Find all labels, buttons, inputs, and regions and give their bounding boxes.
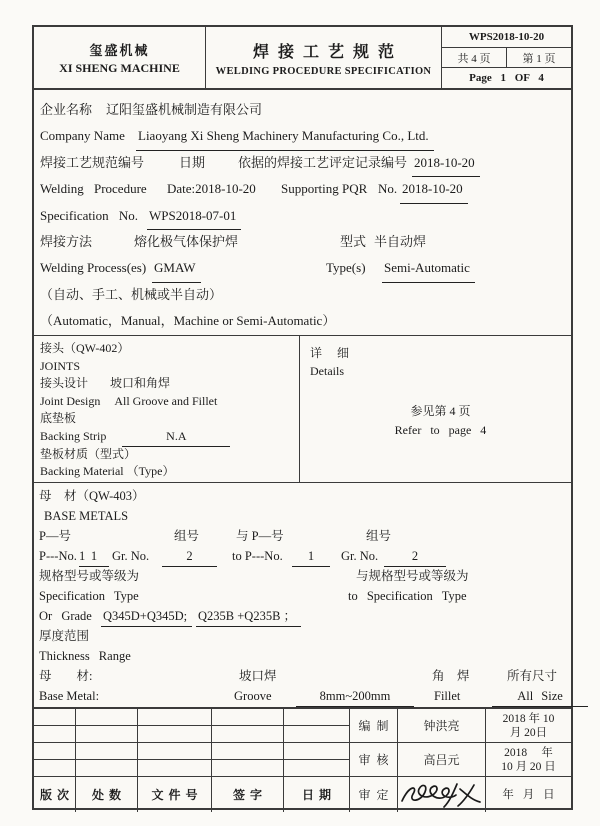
page-line-en: Page 1 OF 4 bbox=[469, 72, 544, 85]
company-line-en bbox=[34, 123, 571, 149]
empty-cell bbox=[34, 709, 75, 726]
joints-left-cell bbox=[34, 336, 300, 482]
empty-cell bbox=[138, 743, 211, 760]
pqr-label-cn: 依据的焊接工艺评定记录编号 bbox=[238, 154, 408, 170]
pqr-value-en: 2018-10-20 bbox=[400, 176, 468, 203]
bm-title-en-line bbox=[34, 506, 571, 526]
spec-label-en: Specification No. bbox=[40, 207, 138, 223]
wps-number-line-en bbox=[34, 176, 571, 202]
joint-design-value-cn: 坡口和角焊 bbox=[110, 376, 171, 391]
empty-cell bbox=[34, 726, 75, 743]
col-count bbox=[76, 709, 138, 812]
general-info-section bbox=[34, 90, 571, 335]
joints-title-en: JOINTS bbox=[40, 358, 81, 373]
reviewed-date-line2: 10 月 20 日 bbox=[501, 760, 556, 773]
p-no-cn: P—号 bbox=[39, 529, 71, 543]
approval-role-column bbox=[350, 709, 398, 812]
empty-cell bbox=[284, 709, 349, 726]
bm-title-cn-line bbox=[34, 486, 571, 506]
reviewed-by-name: 高吕元 bbox=[398, 743, 485, 777]
process-label-cn: 焊接方法 bbox=[40, 233, 93, 249]
doc-number: WPS2018-10-20 bbox=[442, 27, 571, 48]
col-label-revision: 版次 bbox=[39, 788, 74, 802]
empty-cell bbox=[138, 726, 211, 743]
spec-cn1: 规格型号或等级为 bbox=[39, 569, 140, 583]
grade-value-1: Q345D+Q345D; bbox=[101, 606, 192, 627]
spec-number-line bbox=[34, 203, 571, 229]
thickness-cn: 厚度范围 bbox=[39, 629, 90, 643]
joints-title-cn: 接头（QW-402） bbox=[40, 341, 130, 355]
empty-cell bbox=[284, 760, 349, 777]
backing-material-cn: 垫板材质（型式） bbox=[40, 446, 137, 461]
col-label-file-no: 文件号 bbox=[151, 788, 203, 802]
document-header bbox=[34, 27, 571, 90]
signature-scribble bbox=[394, 777, 490, 813]
fillet-cn: 角 焊 bbox=[432, 669, 470, 683]
details-label-cn: 详 细 bbox=[310, 346, 356, 360]
document-title-block bbox=[206, 27, 442, 88]
to-p-no-cn: 与 P—号 bbox=[236, 529, 284, 543]
page-current: 第 1 页 bbox=[522, 52, 556, 65]
base-metal-line-en bbox=[34, 686, 571, 706]
prepared-date-line1: 2018 年 10 bbox=[502, 712, 555, 725]
approved-date-line1: 年 月 日 bbox=[502, 788, 555, 801]
groove-cn: 坡口焊 bbox=[239, 669, 277, 683]
empty-cell bbox=[34, 743, 75, 760]
empty-cell bbox=[76, 726, 137, 743]
thickness-line-cn bbox=[34, 626, 571, 646]
wps-number-line-cn bbox=[34, 150, 571, 176]
fillet-value: All Size bbox=[492, 686, 588, 707]
mode-cn: （自动、手工、机械或半自动） bbox=[40, 286, 223, 302]
gr-no-cn1: 组号 bbox=[174, 529, 200, 543]
prepared-date bbox=[486, 709, 571, 743]
approved-date bbox=[486, 777, 571, 812]
prepared-by-name: 钟洪亮 bbox=[398, 709, 485, 743]
gr-no-cn2: 组号 bbox=[366, 529, 392, 543]
backing-material-en: Backing Material （Type） bbox=[40, 464, 175, 479]
p-no-val1: 1 bbox=[79, 546, 85, 567]
type-value-cn: 半自动焊 bbox=[374, 233, 427, 249]
empty-cell bbox=[212, 760, 283, 777]
approved-signature-cell bbox=[398, 777, 485, 812]
date-label-cn: 日期 bbox=[179, 154, 206, 170]
grade-value-2: Q235B +Q235B ； bbox=[196, 606, 301, 627]
allsize-cn: 所有尺寸 bbox=[507, 669, 558, 683]
empty-cell bbox=[212, 709, 283, 726]
company-value-en: Liaoyang Xi Sheng Machinery Manufacturing Co., Ltd. bbox=[136, 123, 434, 150]
mode-line-cn bbox=[34, 282, 571, 308]
pqr-label-en: Supporting PQR bbox=[281, 181, 368, 197]
grade-line bbox=[34, 606, 571, 626]
col-file-no bbox=[138, 709, 212, 812]
type-label-cn: 型式 bbox=[340, 233, 367, 249]
company-label-cn: 企业名称 bbox=[40, 102, 93, 117]
spec-en2: to Specification Type bbox=[348, 589, 467, 603]
fillet-en: Fillet bbox=[434, 689, 461, 703]
details-label-en: Details bbox=[310, 364, 344, 378]
empty-cell bbox=[76, 760, 137, 777]
doc-number-block bbox=[442, 27, 571, 88]
joint-design-en bbox=[40, 393, 299, 411]
spec-value: WPS2018-07-01 bbox=[147, 203, 241, 230]
backing-label-en: Backing Strip bbox=[40, 428, 107, 443]
empty-cell bbox=[34, 760, 75, 777]
title-en: WELDING PROCEDURE SPECIFICATION bbox=[215, 65, 432, 77]
type-label-en: Type(s) bbox=[326, 260, 366, 276]
company-logo-block bbox=[34, 27, 206, 88]
company-value-cn: 辽阳玺盛机械制造有限公司 bbox=[106, 102, 263, 117]
refer-cn: 参见第 4 页 bbox=[410, 404, 471, 418]
col-label-date: 日期 bbox=[301, 788, 336, 802]
wps-no-label-cn: 焊接工艺规范编号 bbox=[40, 154, 145, 170]
bm-title-cn: 母 材（QW-403） bbox=[39, 489, 145, 503]
page-count-row bbox=[442, 48, 571, 69]
groove-en: Groove bbox=[234, 689, 272, 703]
backing-value: N.A bbox=[122, 428, 230, 447]
joint-design-value-en: All Groove and Fillet bbox=[114, 393, 218, 408]
wps-document bbox=[32, 25, 573, 810]
backing-line-en bbox=[40, 428, 299, 446]
empty-cell bbox=[138, 709, 211, 726]
title-cn: 焊接工艺规范 bbox=[252, 43, 403, 61]
approval-name-column bbox=[398, 709, 486, 812]
p-number-line-cn bbox=[34, 526, 571, 546]
process-label-en: Welding Process(es) bbox=[40, 260, 147, 276]
gr-no-en2: Gr. No. bbox=[341, 549, 379, 563]
col-label-count: 处数 bbox=[91, 788, 126, 802]
company-line-cn bbox=[34, 97, 571, 123]
mode-en: （Automatic，Manual，Machine or Semi-Automatic） bbox=[40, 313, 336, 329]
gr-no-en1: Gr. No. bbox=[112, 549, 150, 563]
date-value-en: Date:2018-10-20 bbox=[167, 181, 256, 197]
thickness-line-en bbox=[34, 646, 571, 666]
empty-cell bbox=[76, 743, 137, 760]
reviewed-date-line1: 2018 年 bbox=[504, 746, 553, 759]
bm-label-en: Base Metal: bbox=[39, 689, 100, 703]
col-signature bbox=[212, 709, 284, 812]
approval-date-column bbox=[486, 709, 571, 812]
groove-value: 8mm~200mm bbox=[296, 686, 414, 707]
role-prepared: 编制 bbox=[350, 709, 397, 743]
spec-cn2: 与规格型号或等级为 bbox=[356, 569, 469, 583]
bm-label-cn: 母 材: bbox=[39, 669, 93, 683]
bm-title-en: BASE METALS bbox=[44, 509, 129, 523]
p-no-val2: 1 bbox=[292, 546, 330, 567]
empty-cell bbox=[284, 743, 349, 760]
handwritten-signature bbox=[398, 777, 485, 812]
thickness-en: Thickness Range bbox=[39, 649, 131, 663]
mode-line-en bbox=[34, 308, 571, 334]
role-approved: 审定 bbox=[358, 788, 395, 802]
joint-design-label-en: Joint Design bbox=[40, 393, 101, 408]
grade-label: Or Grade bbox=[39, 609, 92, 623]
p-number-line-en bbox=[34, 546, 571, 566]
empty-cell bbox=[138, 760, 211, 777]
base-metals-section bbox=[34, 482, 571, 707]
base-metal-line-cn bbox=[34, 666, 571, 686]
spec-line-cn bbox=[34, 566, 571, 586]
p-no-en2: to P---No. bbox=[232, 549, 283, 563]
joint-design-cn bbox=[40, 375, 299, 393]
gr-no-val1: 2 bbox=[162, 546, 217, 567]
process-value-cn: 熔化极气体保护焊 bbox=[134, 233, 239, 249]
p-no-val1: 1 bbox=[79, 546, 109, 567]
process-line-en bbox=[34, 255, 571, 281]
pqr-value-cn: 2018-10-20 bbox=[412, 150, 480, 177]
backing-label-cn: 底垫板 bbox=[40, 411, 77, 426]
refer-block bbox=[310, 402, 571, 440]
pages-total: 共 4 页 bbox=[442, 48, 507, 68]
joints-details-cell bbox=[300, 336, 571, 482]
approval-table bbox=[34, 707, 571, 812]
wps-label-en: Welding Procedure bbox=[40, 181, 147, 197]
spec-line-en bbox=[34, 586, 571, 606]
prepared-date-line2: 月 20日 bbox=[509, 726, 548, 739]
pqr-no-label: No. bbox=[378, 181, 398, 197]
p-no-en1: P---No. bbox=[39, 549, 77, 563]
company-name-cn: 玺盛机械 bbox=[89, 42, 150, 58]
company-label-en: Company Name bbox=[40, 128, 125, 144]
process-line-cn bbox=[34, 229, 571, 255]
company-name-en: XI SHENG MACHINE bbox=[59, 60, 180, 75]
joints-section bbox=[34, 335, 571, 482]
col-label-signature: 签字 bbox=[232, 788, 267, 802]
type-value-en: Semi-Automatic bbox=[382, 255, 475, 282]
empty-cell bbox=[212, 743, 283, 760]
gr-no-val2: 2 bbox=[384, 546, 446, 567]
empty-cell bbox=[284, 726, 349, 743]
spec-en1: Specification Type bbox=[39, 589, 139, 603]
process-value-en: GMAW bbox=[152, 255, 201, 282]
col-revision bbox=[34, 709, 76, 812]
empty-cell bbox=[212, 726, 283, 743]
role-reviewed: 审核 bbox=[350, 743, 397, 777]
joint-design-label-cn: 接头设计 bbox=[40, 376, 89, 391]
refer-en: Refer to page 4 bbox=[394, 423, 487, 437]
reviewed-date bbox=[486, 743, 571, 777]
col-date bbox=[284, 709, 350, 812]
empty-cell bbox=[76, 709, 137, 726]
